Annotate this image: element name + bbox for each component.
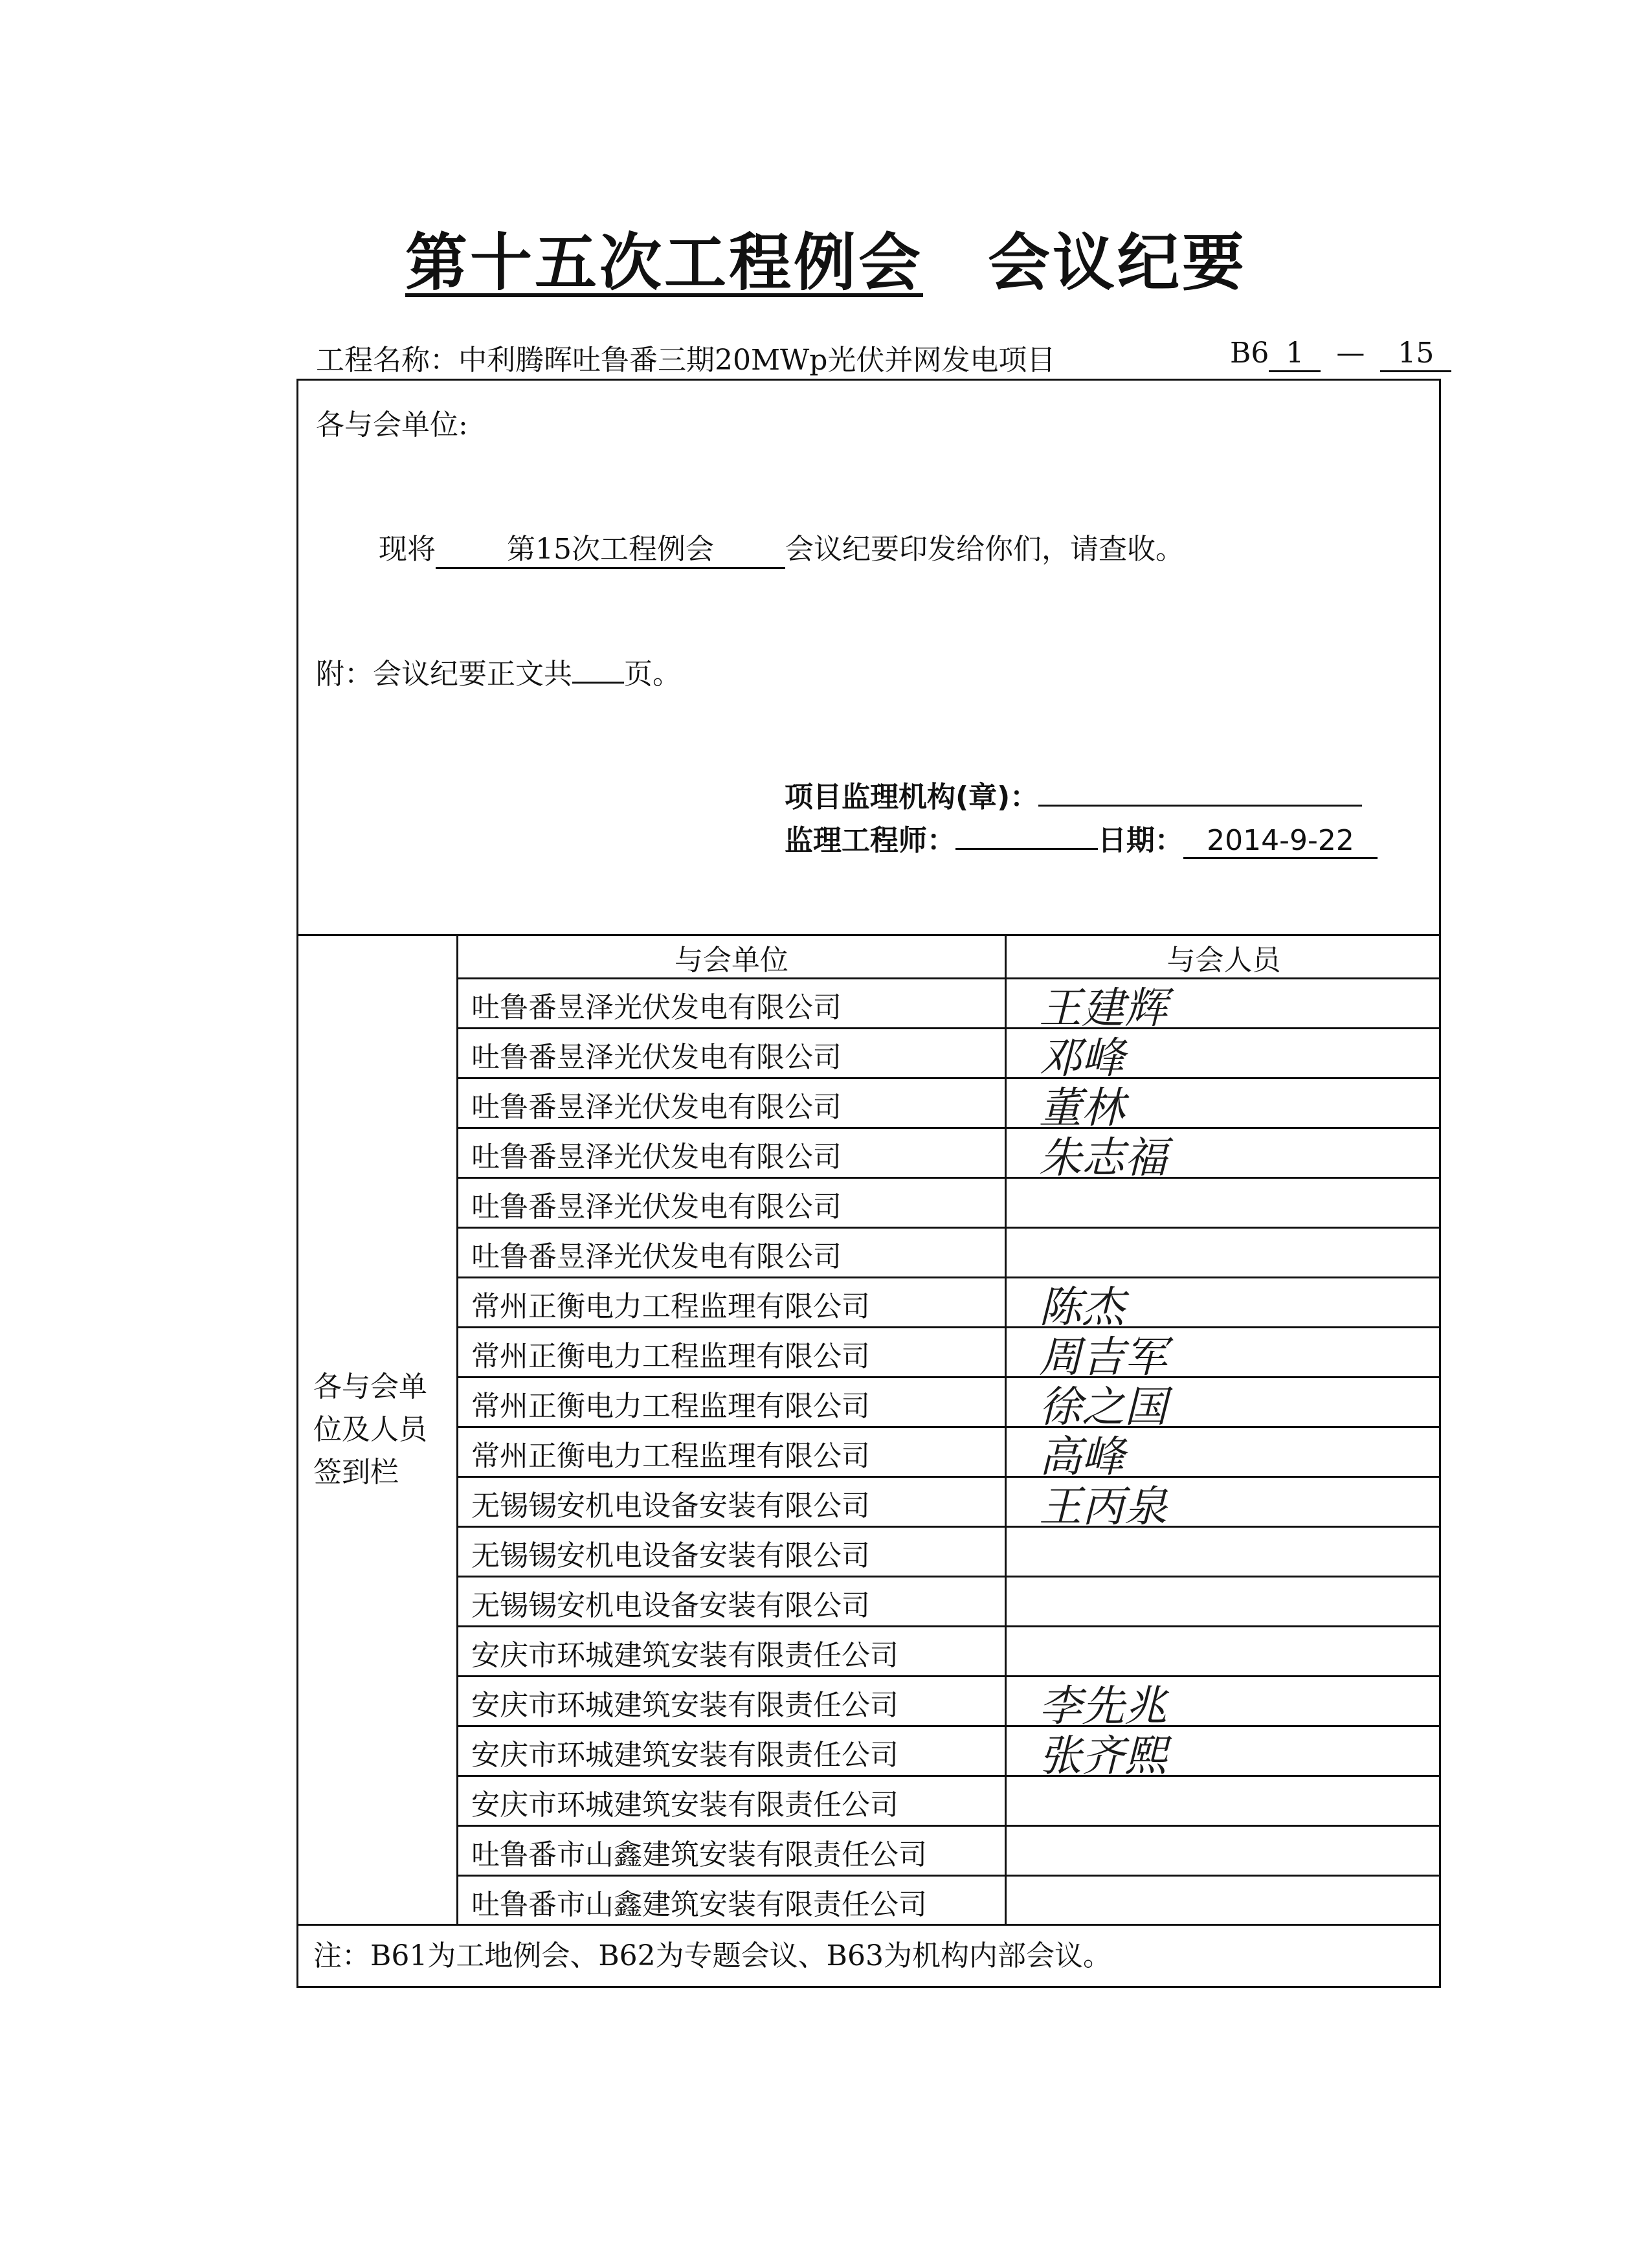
row-divider (456, 1725, 1441, 1727)
side-label (313, 1366, 427, 1494)
project-name: 中利腾晖吐鲁番三期20MWp光伏并网发电项目 (458, 344, 1056, 377)
attendee-signature: 邓峰 (1039, 1033, 1124, 1083)
row-divider (456, 1775, 1441, 1777)
attendee-unit: 常州正衡电力工程监理有限公司 (471, 1440, 870, 1473)
row-divider (456, 1326, 1441, 1328)
attach-suffix: 页。 (624, 658, 681, 691)
title-sub: 会议纪要 (988, 227, 1247, 299)
attendee-signature: 王丙泉 (1039, 1482, 1167, 1532)
title-main: 第十五次工程例会 (405, 227, 923, 299)
engineer-line (785, 817, 1378, 859)
row-divider (456, 1127, 1441, 1129)
attendee-unit: 无锡锡安机电设备安装有限公司 (471, 1539, 870, 1572)
attendee-signature: 张齐熙 (1039, 1731, 1167, 1781)
attendee-signature: 朱志福 (1039, 1133, 1167, 1183)
attendee-signature: 徐之国 (1039, 1382, 1167, 1432)
row-divider (456, 1227, 1441, 1229)
project-label: 工程名称： (316, 344, 458, 377)
attendee-unit: 吐鲁番昱泽光伏发电有限公司 (471, 1190, 842, 1223)
attach-pages (572, 682, 624, 684)
attendee-unit: 安庆市环城建筑安装有限责任公司 (471, 1639, 899, 1672)
code-dash: — (1336, 337, 1365, 370)
attendee-unit: 常州正衡电力工程监理有限公司 (471, 1390, 870, 1423)
document-title (0, 214, 1652, 302)
engineer-label: 监理工程师： (785, 824, 955, 857)
attendee-unit: 安庆市环城建筑安装有限责任公司 (471, 1739, 899, 1772)
row-divider (456, 1276, 1441, 1278)
row-divider (456, 1825, 1441, 1827)
col-header-person: 与会人员 (1166, 944, 1281, 977)
code-type: 1 (1269, 337, 1321, 372)
attendee-signature: 李先兆 (1039, 1681, 1167, 1731)
attendee-unit: 吐鲁番昱泽光伏发电有限公司 (471, 991, 842, 1024)
row-divider (456, 1576, 1441, 1577)
attendee-unit: 安庆市环城建筑安装有限责任公司 (471, 1689, 899, 1722)
project-line (316, 337, 1055, 378)
row-divider (456, 1077, 1441, 1079)
attendee-signature: 董林 (1039, 1083, 1124, 1133)
row-divider (456, 977, 1441, 979)
attachment-line (316, 651, 681, 692)
attendee-unit: 吐鲁番昱泽光伏发电有限公司 (471, 1091, 842, 1124)
intro-prefix: 现将 (379, 533, 436, 566)
attendee-signature: 王建辉 (1039, 983, 1167, 1033)
org-value (1038, 805, 1362, 807)
date-label: 日期： (1098, 824, 1183, 857)
side-label-line-3: 签到栏 (313, 1456, 399, 1489)
section-divider (296, 934, 1441, 936)
attendee-unit: 无锡锡安机电设备安装有限公司 (471, 1589, 870, 1622)
row-divider (456, 1875, 1441, 1877)
side-label-line-2: 位及人员 (313, 1413, 427, 1446)
row-divider (456, 1476, 1441, 1478)
attendee-signature: 陈杰 (1039, 1282, 1124, 1332)
meeting-name: 第15次工程例会 (436, 526, 785, 569)
intro-suffix: 会议纪要印发给你们，请查收。 (785, 533, 1184, 566)
attendee-unit: 安庆市环城建筑安装有限责任公司 (471, 1789, 899, 1822)
code-prefix: B6 (1230, 337, 1269, 370)
intro-line (379, 526, 1184, 569)
row-divider (456, 1376, 1441, 1378)
side-label-line-1: 各与会单 (313, 1370, 427, 1403)
row-divider (456, 1027, 1441, 1029)
date-value: 2014-9-22 (1183, 824, 1378, 859)
row-divider (456, 1177, 1441, 1179)
attendee-unit: 常州正衡电力工程监理有限公司 (471, 1340, 870, 1373)
attach-prefix: 附：会议纪要正文共 (316, 658, 572, 691)
org-line (785, 774, 1362, 815)
row-divider (456, 1675, 1441, 1677)
attendee-signature: 周吉军 (1039, 1332, 1167, 1382)
attendee-unit: 吐鲁番昱泽光伏发电有限公司 (471, 1240, 842, 1273)
attendee-unit: 吐鲁番昱泽光伏发电有限公司 (471, 1041, 842, 1074)
code-number: 15 (1380, 337, 1451, 372)
attendee-unit: 常州正衡电力工程监理有限公司 (471, 1290, 870, 1323)
org-label: 项目监理机构(章)： (785, 781, 1039, 814)
footnote: 注：B61为工地例会、B62为专题会议、B63为机构内部会议。 (313, 1939, 1111, 1972)
addressee: 各与会单位: (316, 408, 468, 441)
engineer-value (955, 848, 1098, 850)
col-header-unit: 与会单位 (675, 944, 788, 977)
row-divider (456, 1526, 1441, 1528)
row-divider (456, 1625, 1441, 1627)
attendee-unit: 吐鲁番市山鑫建筑安装有限责任公司 (471, 1838, 927, 1871)
row-divider (456, 1426, 1441, 1428)
attendee-unit: 吐鲁番昱泽光伏发电有限公司 (471, 1141, 842, 1174)
attendee-signature: 高峰 (1039, 1432, 1124, 1482)
note-divider (296, 1924, 1441, 1926)
attendee-unit: 吐鲁番市山鑫建筑安装有限责任公司 (471, 1888, 927, 1921)
document-code (1230, 337, 1451, 372)
attendee-unit: 无锡锡安机电设备安装有限公司 (471, 1489, 870, 1522)
